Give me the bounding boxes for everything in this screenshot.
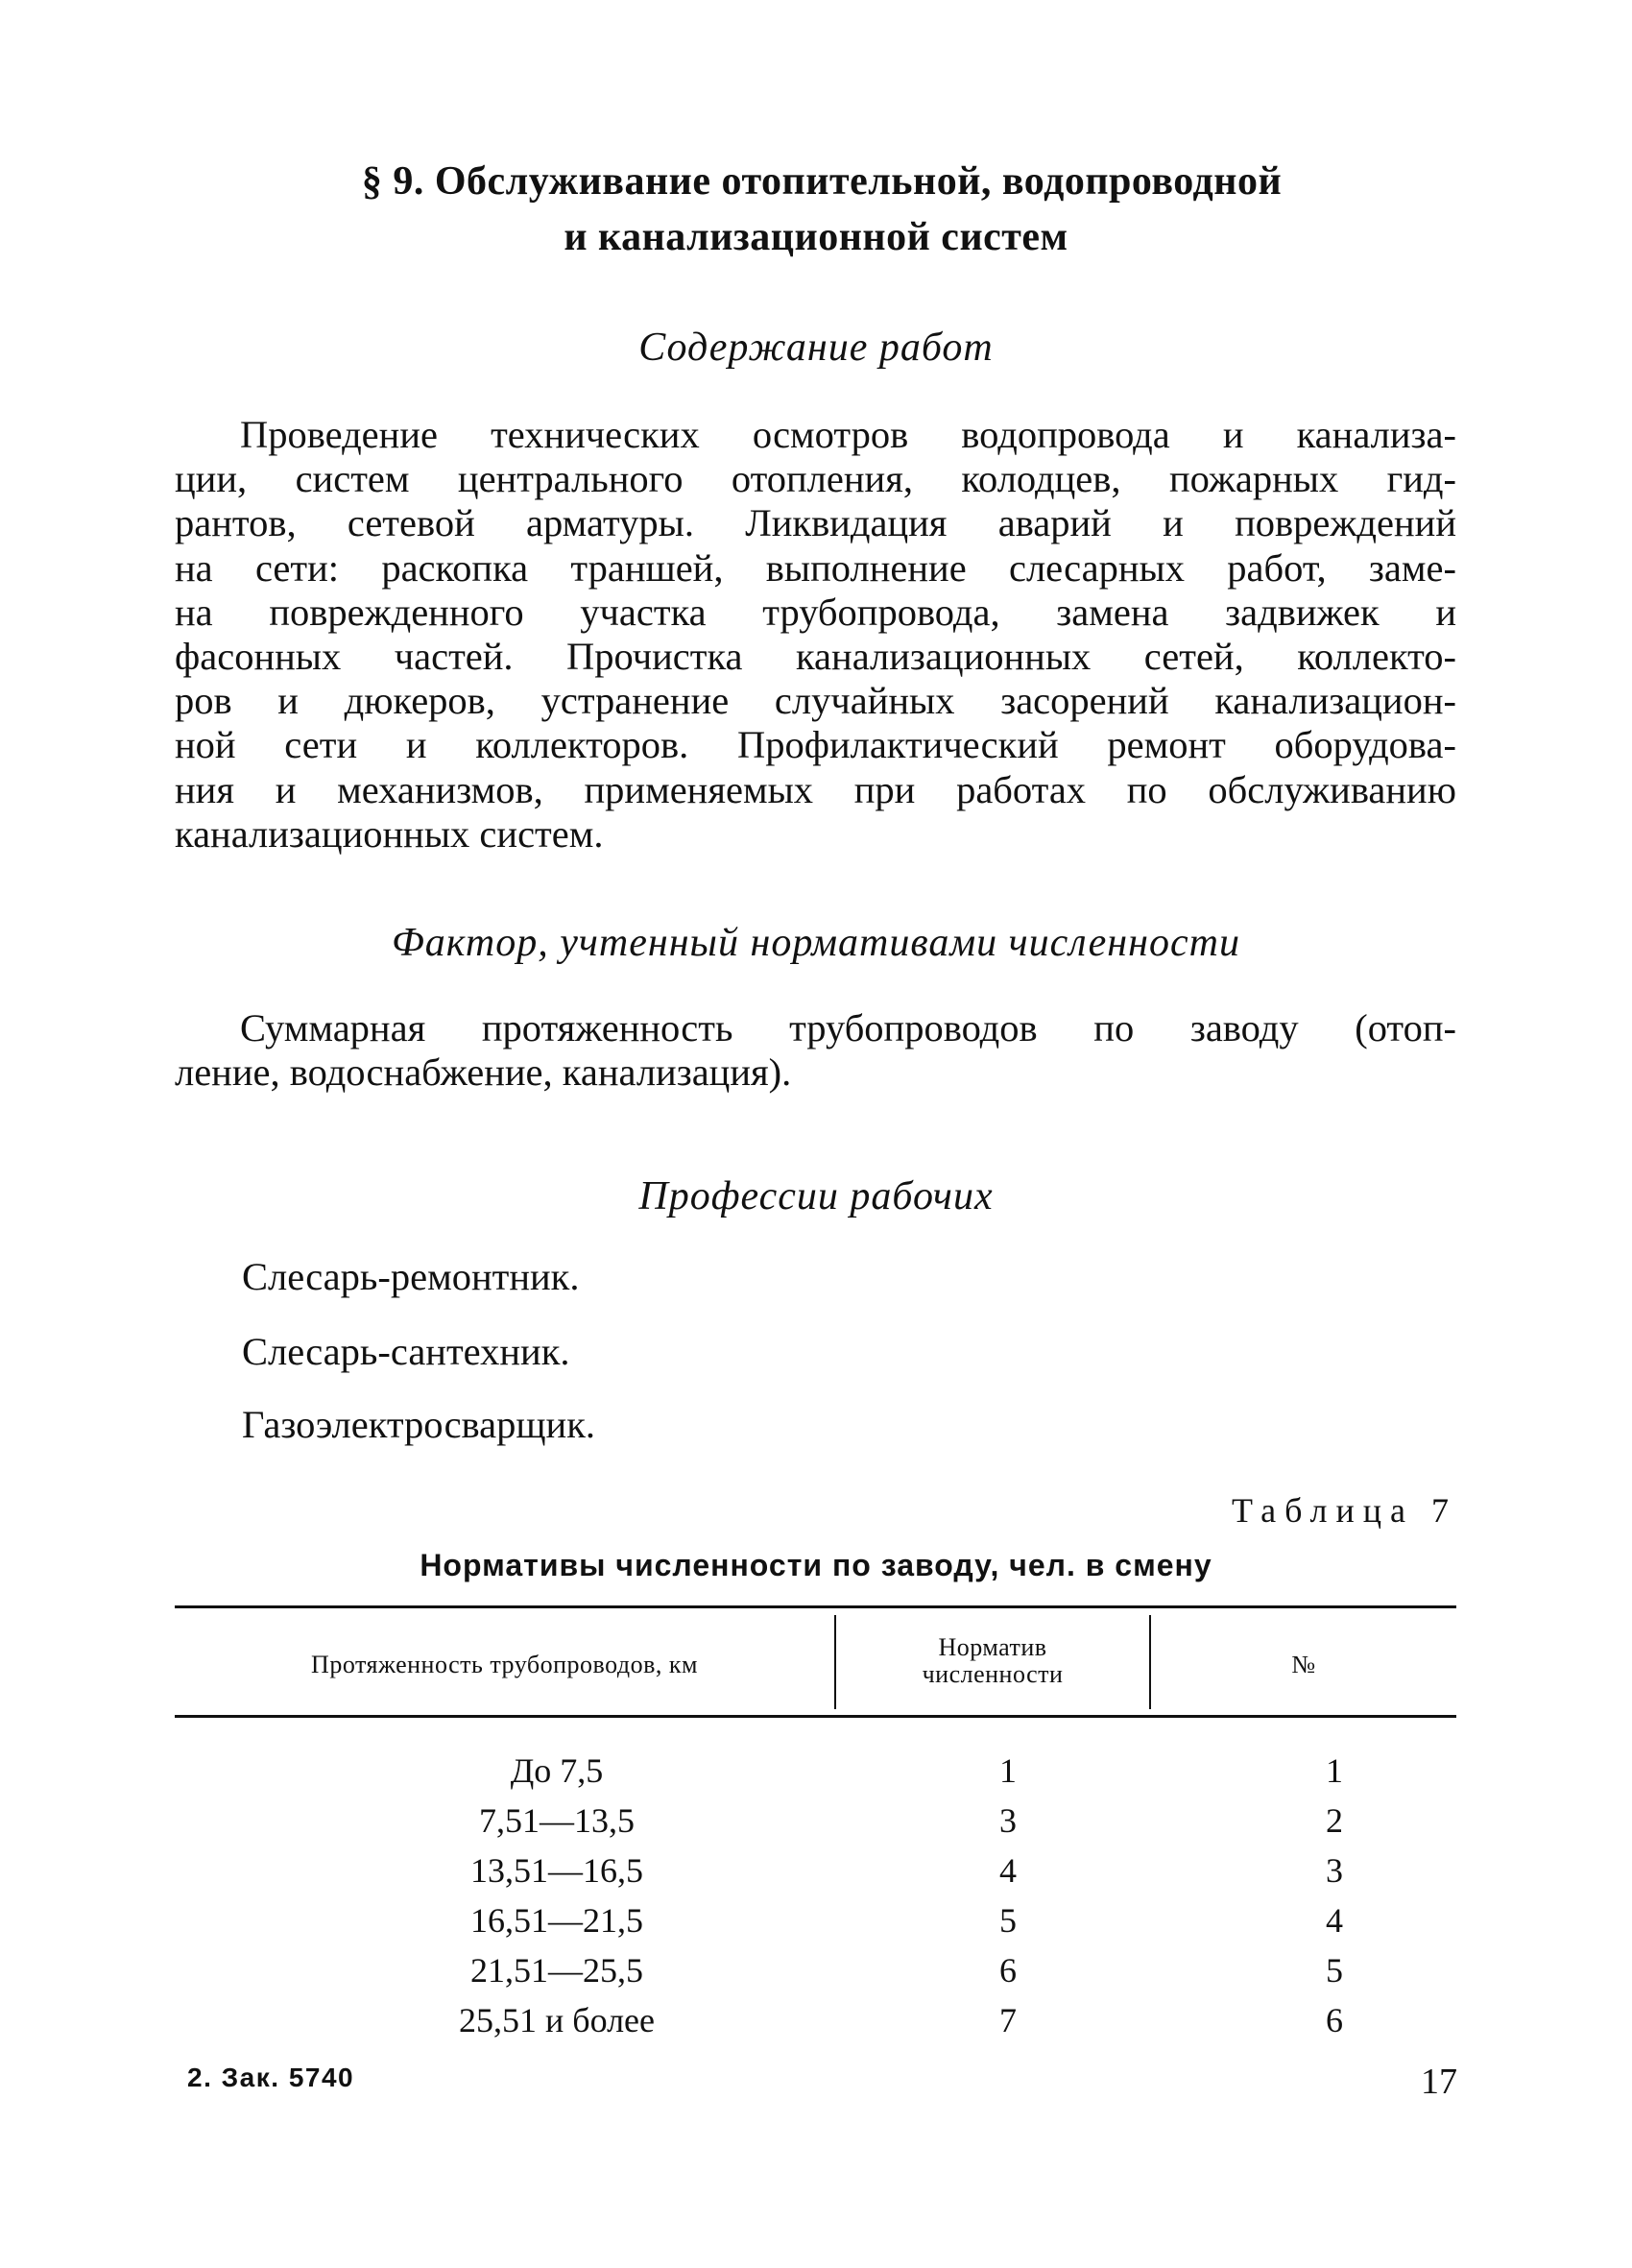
paragraph-line: ния и механизмов, применяемых при работах по обслуживанию — [175, 767, 1456, 811]
table-cell-number: 3 — [1326, 1851, 1343, 1890]
table-cell-norm: 7 — [999, 2001, 1017, 2039]
paragraph-line: фасонных частей. Прочистка канализационных сетей, коллекто- — [175, 635, 1456, 679]
section-title-line1: § 9. Обслуживание отопительной, водопроводной — [361, 159, 1283, 204]
table-header-norm — [836, 1634, 1149, 1688]
table-cell-number: 5 — [1326, 1951, 1343, 1990]
page-number: 17 — [1421, 2062, 1457, 2102]
section-title-line2: и канализационной систем — [564, 215, 1068, 259]
table-cell-norm: 6 — [999, 1951, 1017, 1990]
paragraph-line: на сети: раскопка траншей, выполнение слесарных работ, заме- — [175, 545, 1456, 590]
paragraph-line: ление, водоснабжение, канализация). — [175, 1050, 792, 1095]
table-header-rule — [175, 1715, 1456, 1718]
paragraph-line: рантов, сетевой арматуры. Ликвидация аварий и повреждений — [175, 501, 1456, 545]
paragraph-line: ров и дюкеров, устранение случайных засорений канализацион- — [175, 679, 1456, 723]
table-header-norm-line1: Норматив — [938, 1633, 1047, 1661]
table-cell-number: 1 — [1326, 1751, 1343, 1790]
paragraph-line: ной сети и коллекторов. Профилактический ремонт оборудова- — [175, 723, 1456, 767]
table-cell-length: 13,51—16,5 — [470, 1851, 643, 1890]
table-top-rule — [175, 1605, 1456, 1608]
professions-heading: Профессии рабочих — [638, 1174, 994, 1218]
table-cell-length: 25,51 и более — [458, 2001, 656, 2039]
table-cell-length: 7,51—13,5 — [479, 1801, 635, 1840]
paragraph-line: на поврежденного участка трубопровода, замена задвижек и — [175, 590, 1456, 634]
table-cell-number: 4 — [1326, 1901, 1343, 1940]
table-header-number: № — [1291, 1651, 1316, 1678]
table-cell-number: 2 — [1326, 1801, 1343, 1840]
paragraph-line: канализационных систем. — [175, 811, 604, 856]
table-cell-length: 21,51—25,5 — [470, 1951, 643, 1990]
table-cell-norm: 3 — [999, 1801, 1017, 1840]
table-cell-norm: 4 — [999, 1851, 1017, 1890]
factor-paragraph — [175, 1006, 1456, 1095]
paragraph-line: Проведение технических осмотров водопровода и канализа- — [240, 413, 1456, 456]
order-number: 2. Зак. 5740 — [187, 2063, 355, 2092]
table-header-norm-line2: численности — [922, 1660, 1064, 1688]
profession-item: Слесарь-сантехник. — [242, 1330, 570, 1373]
content-paragraph — [175, 413, 1456, 857]
profession-item: Слесарь-ремонтник. — [242, 1255, 580, 1298]
table-cell-number: 6 — [1326, 2001, 1343, 2039]
table-header-length: Протяженность трубопроводов, км — [311, 1651, 698, 1678]
table-cell-norm: 5 — [999, 1901, 1017, 1940]
section-title — [0, 154, 1632, 265]
table-cell-length: 16,51—21,5 — [470, 1901, 643, 1940]
paragraph-line: Суммарная протяженность трубопроводов по заводу (отоп- — [240, 1006, 1456, 1050]
profession-item: Газоэлектросварщик. — [242, 1403, 596, 1446]
factor-heading: Фактор, учтенный нормативами численности — [392, 921, 1240, 965]
table-title: Нормативы численности по заводу, чел. в смену — [420, 1548, 1212, 1582]
content-heading: Содержание работ — [638, 326, 994, 370]
table-cell-norm: 1 — [999, 1751, 1017, 1790]
paragraph-line: ции, систем центрального отопления, колодцев, пожарных гид- — [175, 457, 1456, 501]
table-caption: Таблица 7 — [1232, 1491, 1457, 1530]
table-cell-length: До 7,5 — [510, 1751, 604, 1790]
